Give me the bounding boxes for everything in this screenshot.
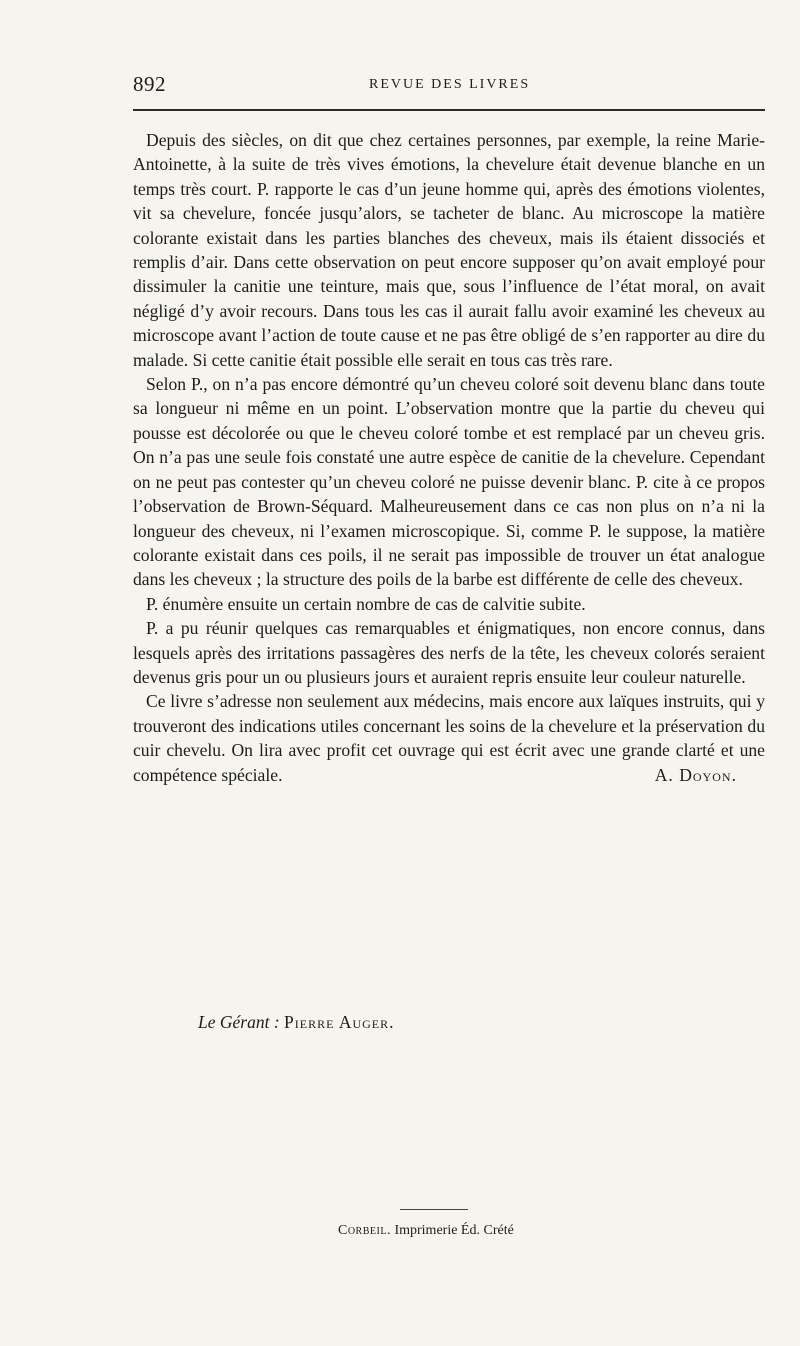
body-text [133, 128, 765, 787]
gerant-line [198, 1012, 395, 1033]
imprint-text: Imprimerie Éd. Crété [394, 1223, 514, 1238]
gerant-label: Le Gérant : [198, 1012, 280, 1032]
paragraph: P. a pu réunir quelques cas remarquables et énigmatiques, non encore connus, dans lesquels après des irritations passagères des nerfs de la tête, les cheveux colorés seraient devenus gris pour un ou plusieurs jours et auraient repris ensuite leur couleur naturelle. [133, 618, 765, 687]
running-head: REVUE DES LIVRES [369, 77, 531, 92]
paragraph: Depuis des siècles, on dit que chez certaines personnes, par exemple, la reine Marie-Antoinette, à la suite de très vives émotions, la chevelure était devenue blanche en un temps très court. P. rapporte le cas d’un jeune homme qui, après des émotions violentes, vit sa chevelure, foncée jusqu’alors, se tacheter de blanc. Au microscope la matière colorante existait dans les parties blanches des cheveux, mais ils étaient dissociés et remplis d’air. Dans cette observation on peut encore supposer qu’on avait employé pour dissimuler la canitie une teinture, mais que, sous l’influence de l’état moral, on avait négligé d’y avoir recours. Dans tous les cas il aurait fallu avoir examiné les cheveux au microscope avant l’action de toute cause et ne pas être obligé de s’en rapporter au dire du malade. Si cette canitie était possible elle serait en tous cas très rare. [133, 130, 765, 370]
paragraph: Selon P., on n’a pas encore démontré qu’un cheveu coloré soit devenu blanc dans toute sa longueur ni même en un point. L’observation montre que la partie du cheveu qui pousse est décolorée ou que le cheveu coloré tombe et est remplacé par un cheveu gris. On n’a pas une seule fois constaté une autre espèce de canitie de la chevelure. Cependant on ne peut pas contester qu’un cheveu coloré ne puisse devenir blanc. P. cite à ce propos l’observation de Brown-Séquard. Malheureusement dans ce cas non plus on n’a ni la longueur des cheveux, ni l’examen microscopique. Si, comme P. le suppose, la matière colorante existait dans ces poils, il ne serait pas impossible de trouver un état analogue dans les cheveux ; la structure des poils de la barbe est différente de celle des cheveux. [133, 374, 765, 590]
page-number: 892 [133, 72, 166, 96]
page-header [133, 72, 765, 98]
closing-paragraph [133, 689, 765, 787]
gerant-name: Pierre Auger. [284, 1012, 395, 1032]
closing-paragraph-text: Ce livre s’adresse non seulement aux médecins, mais encore aux laïques instruits, qui y trouveront des indications utiles concernant les soins de la chevelure et la préservation du cuir chevelu. On lira avec profit cet ouvrage qui est écrit avec une grande clarté et une compétence spéciale. [133, 691, 765, 785]
review-signature: A. Doyon. [654, 764, 737, 785]
footer-rule [400, 1209, 468, 1210]
paragraph: P. énumère ensuite un certain nombre de cas de calvitie subite. [146, 593, 586, 614]
imprint-place: Corbeil. [338, 1223, 391, 1238]
header-rule [133, 109, 765, 111]
printer-imprint [338, 1223, 514, 1239]
